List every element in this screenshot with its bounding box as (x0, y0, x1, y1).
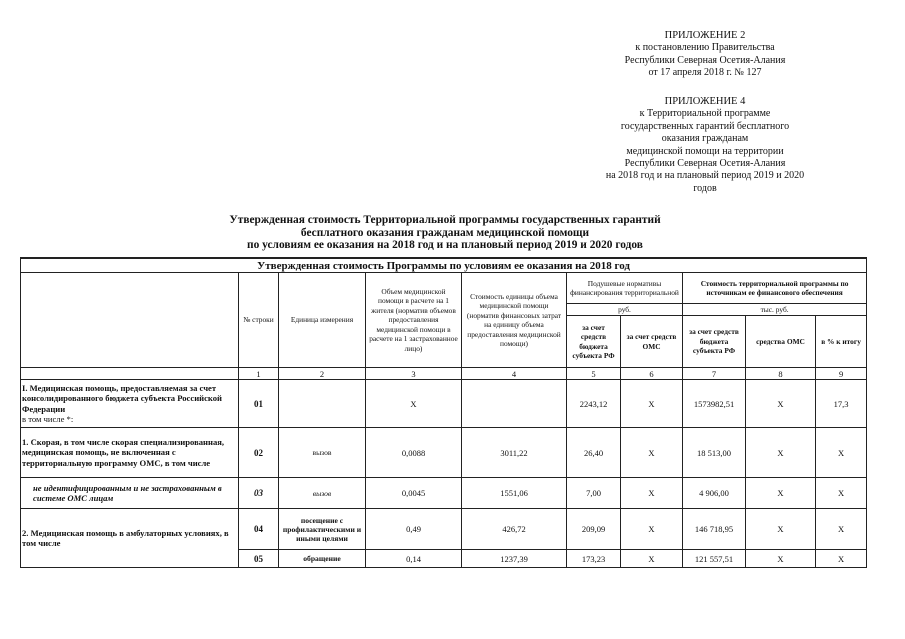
document-title-line: бесплатного оказания гражданам медицинской помощи (300, 226, 590, 239)
appendix-2-line: к постановлению Правительства (635, 42, 775, 54)
row-unit-cost: 3011,22 (462, 428, 567, 478)
row-unit-cost: 426,72 (462, 509, 567, 550)
row-unit: вызов (279, 478, 366, 509)
row-name-subtext: в том числе *: (22, 413, 74, 424)
row-volume: 0,0045 (366, 478, 462, 509)
column-number-empty (21, 368, 239, 380)
row-budget-rub: 2243,12 (567, 380, 621, 428)
appendix-4-line: медицинской помощи на территории (626, 145, 784, 157)
column-number: 6 (621, 368, 683, 380)
row-percent: X (816, 428, 867, 478)
row-code: 01 (239, 380, 279, 428)
row-code: 02 (239, 428, 279, 478)
appendix-4-line: к Территориальной программе (639, 108, 771, 120)
header-oms-rub: за счет средств ОМС (621, 316, 683, 368)
header-budget-thous: за счет средств бюджета субъекта РФ (683, 316, 746, 368)
row-name: 2. Медицинская помощь в амбулаторных условиях, в том числе (21, 509, 239, 568)
row-budget-thous: 121 557,51 (683, 550, 746, 568)
header-percent: в % к итогу (816, 316, 867, 368)
column-number: 5 (567, 368, 621, 380)
row-name: не идентифицированным и не застрахованным в системе ОМС лицам (21, 478, 239, 509)
row-oms-thous: X (746, 428, 816, 478)
row-budget-rub: 26,40 (567, 428, 621, 478)
row-oms-thous: X (746, 478, 816, 509)
appendix-4-line: годов (693, 182, 717, 194)
row-oms-rub: X (621, 428, 683, 478)
header-unit-cost: Стоимость единицы объема медицинской помощи (норматив финансовых затрат на единицу объема предоставления медицинской помощи) (462, 273, 567, 368)
appendix-4-line: государственных гарантий бесплатного (620, 120, 790, 132)
row-unit-cost: 1237,39 (462, 550, 567, 568)
row-unit (279, 380, 366, 428)
table-caption: Утвержденная стоимость Программы по условиям ее оказания на 2018 год (21, 258, 867, 273)
header-cost-by-source: Стоимость территориальной программы по источникам ее финансового обеспечения (683, 273, 867, 304)
row-volume: 0,49 (366, 509, 462, 550)
row-volume: 0,14 (366, 550, 462, 568)
row-oms-rub: X (621, 478, 683, 509)
appendix-4-line: на 2018 год и на плановый период 2019 и 2020 (605, 170, 805, 182)
cost-table (20, 257, 867, 568)
table-row (21, 428, 867, 478)
document-title (160, 214, 730, 252)
row-name-text: I. Медицинская помощь, предоставляемая за счет консолидированного бюджета субъекта Российской Федерации (22, 383, 222, 414)
row-name: 1. Скорая, в том числе скорая специализированная, медицинская помощь, не включенная с территориальную программу ОМС, в том числе (21, 428, 239, 478)
table-row (21, 478, 867, 509)
column-number: 9 (816, 368, 867, 380)
row-oms-thous: X (746, 509, 816, 550)
document-title-line: Утвержденная стоимость Территориальной программы государственных гарантий (229, 214, 661, 226)
row-unit-cost: 1551,06 (462, 478, 567, 509)
header-cost-currency: тыс. руб. (683, 304, 867, 316)
appendix-4-line: Республики Северная Осетия-Алания (624, 158, 786, 170)
column-number: 4 (462, 368, 567, 380)
row-oms-thous: X (746, 550, 816, 568)
row-percent: 17,3 (816, 380, 867, 428)
row-oms-thous: X (746, 380, 816, 428)
row-percent: X (816, 550, 867, 568)
appendix-2-title: ПРИЛОЖЕНИЕ 2 (664, 30, 746, 41)
header-per-capita-currency: руб. (567, 304, 683, 316)
column-number: 1 (239, 368, 279, 380)
appendix-4-block (580, 96, 830, 195)
row-code: 05 (239, 550, 279, 568)
row-budget-thous: 146 718,95 (683, 509, 746, 550)
row-unit: вызов (279, 428, 366, 478)
header-budget-rub: за счет средств бюджета субъекта РФ (567, 316, 621, 368)
row-oms-rub: X (621, 550, 683, 568)
row-budget-rub: 209,09 (567, 509, 621, 550)
column-number: 3 (366, 368, 462, 380)
header-volume: Объем медицинской помощи в расчете на 1 жителя (норматив объемов предоставления медицинской помощи в расчете на 1 застрахованное лицо) (366, 273, 462, 368)
column-number: 2 (279, 368, 366, 380)
row-budget-rub: 7,00 (567, 478, 621, 509)
row-code: 03 (239, 478, 279, 509)
row-volume: 0,0088 (366, 428, 462, 478)
row-oms-rub: X (621, 509, 683, 550)
document-title-line: по условиям ее оказания на 2018 год и на плановый период 2019 и 2020 годов (247, 239, 643, 251)
row-name (21, 380, 239, 428)
row-unit: обращение (279, 550, 366, 568)
header-unit: Единица измерения (279, 273, 366, 368)
appendix-2-line: Республики Северная Осетия-Алания (624, 54, 786, 66)
row-budget-thous: 18 513,00 (683, 428, 746, 478)
row-volume: X (366, 380, 462, 428)
row-budget-thous: 4 906,00 (683, 478, 746, 509)
header-per-capita: Подушевые нормативы финансирования территориальной (567, 273, 683, 304)
table-row (21, 380, 867, 428)
header-empty-cell (21, 273, 239, 368)
row-unit: посещение с профилактическими и иными целями (279, 509, 366, 550)
row-code: 04 (239, 509, 279, 550)
row-budget-thous: 1573982,51 (683, 380, 746, 428)
appendix-2-block (590, 30, 820, 80)
header-row-number: № строки (239, 273, 279, 368)
column-number: 8 (746, 368, 816, 380)
row-percent: X (816, 478, 867, 509)
appendix-4-line: оказания гражданам (661, 133, 749, 145)
row-percent: X (816, 509, 867, 550)
row-unit-cost (462, 380, 567, 428)
row-oms-rub: X (621, 380, 683, 428)
row-budget-rub: 173,23 (567, 550, 621, 568)
appendix-2-line: от 17 апреля 2018 г. № 127 (648, 67, 762, 79)
appendix-4-title: ПРИЛОЖЕНИЕ 4 (664, 96, 746, 107)
table-row (21, 509, 867, 550)
header-oms-thous: средства ОМС (746, 316, 816, 368)
column-number: 7 (683, 368, 746, 380)
